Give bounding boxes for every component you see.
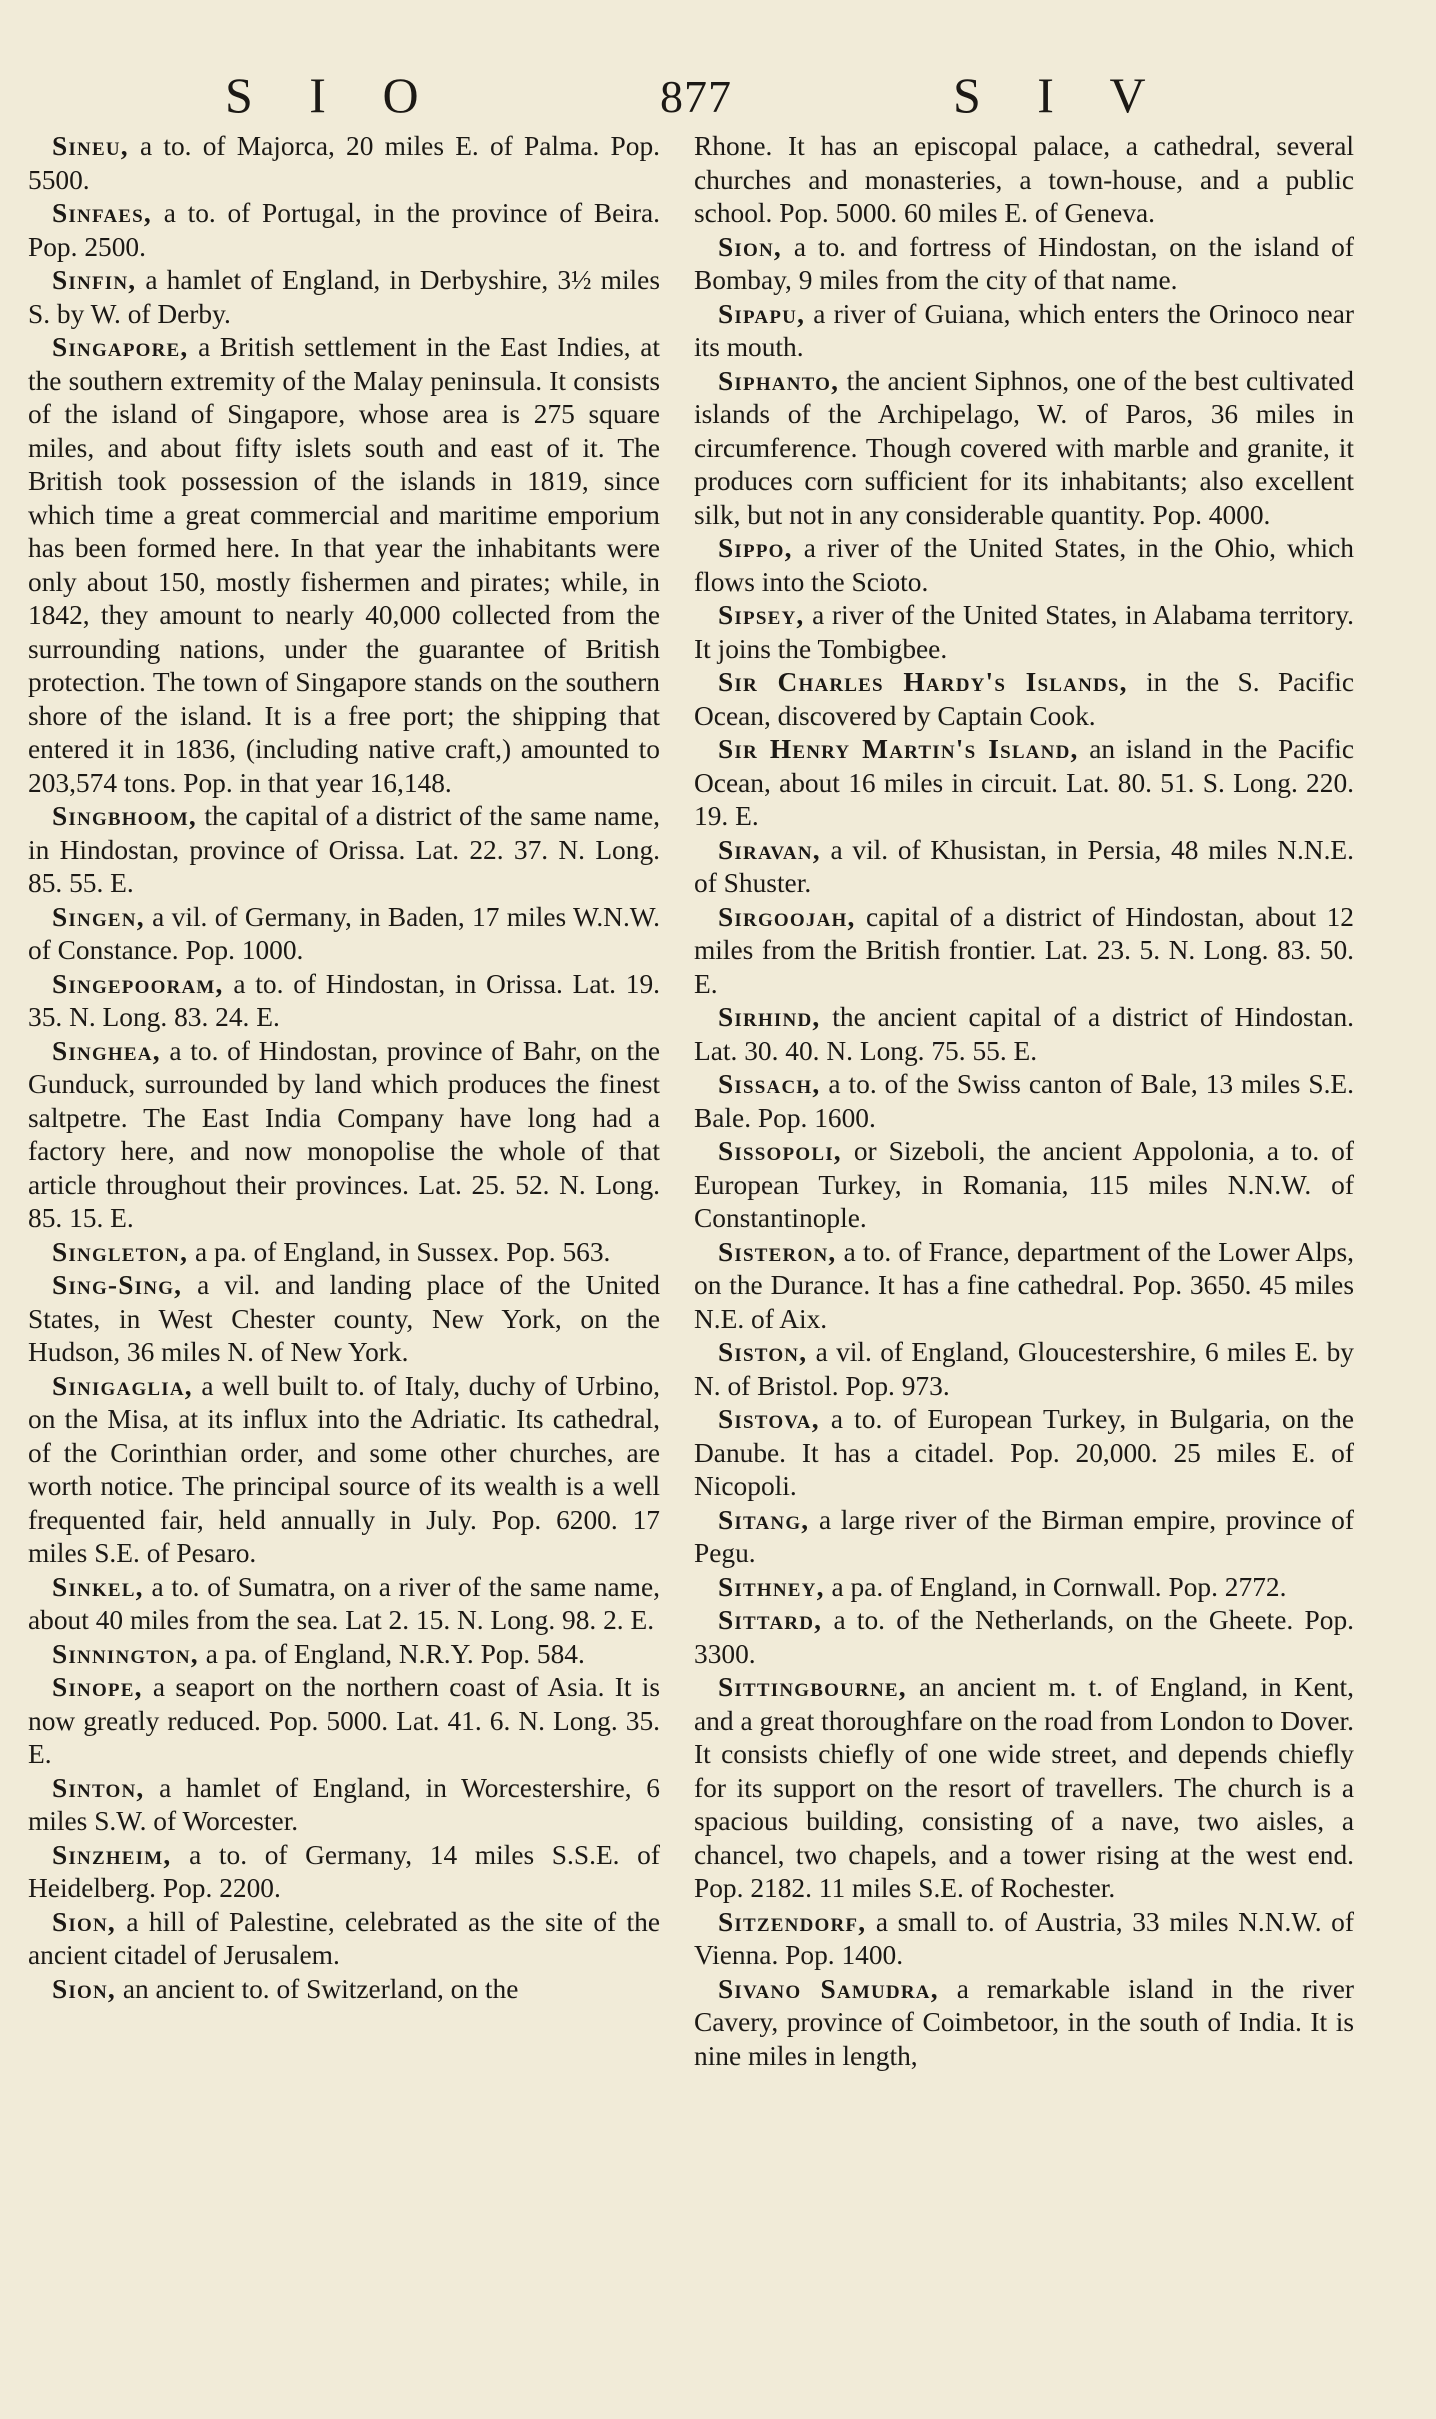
- entry-headword: Sing-Sing,: [52, 1270, 183, 1300]
- gazetteer-entry: [28, 1370, 660, 1571]
- gazetteer-entry: [28, 331, 660, 800]
- gazetteer-entry: [694, 1671, 1354, 1906]
- entry-text: the ancient Siphnos, one of the best cultivated islands of the Archipelago, W. of Paros, 36 miles in circumference. Though covered with marble and granite, it produces corn sufficient for its inhabitants; also excellent silk, but not in any considerable quantity. Pop. 4000.: [694, 365, 1354, 530]
- entry-text: a seaport on the northern coast of Asia. It is now greatly reduced. Pop. 5000. Lat. 41. 6. N. Long. 35. E.: [28, 1672, 660, 1769]
- gazetteer-entry: [28, 130, 660, 197]
- entry-headword: Sissopoli,: [718, 1136, 842, 1166]
- entry-headword: Sitang,: [718, 1504, 810, 1535]
- gazetteer-entry: [694, 1236, 1354, 1337]
- entry-headword: Sinton,: [52, 1772, 145, 1803]
- left-column: [28, 130, 660, 2006]
- entry-text: a to. of Germany, 14 miles S.S.E. of Heidelberg. Pop. 2200.: [28, 1839, 660, 1903]
- entry-headword: Sippo,: [718, 533, 793, 563]
- entry-text: a pa. of England, in Cornwall. Pop. 2772.: [824, 1571, 1287, 1602]
- entry-text: a to. of European Turkey, in Bulgaria, on the Danube. It has a citadel. Pop. 20,000. 25 miles E. of Nicopoli.: [694, 1404, 1354, 1501]
- entry-headword: Sitzendorf,: [718, 1906, 867, 1937]
- gazetteer-entry: [28, 1772, 660, 1839]
- entry-headword: Singepooram,: [52, 968, 224, 999]
- entry-headword: Sittingbourne,: [718, 1672, 907, 1702]
- gazetteer-entry: [694, 1604, 1354, 1671]
- entry-text: a well built to. of Italy, duchy of Urbino, on the Misa, at its influx into the Adriatic. Its cathedral, of the Corinthian order, and some other churches, are worth notice. The principal source of its wealth is a well frequented fair, held annually in July. Pop. 6200. 17 miles S.E. of Pesaro.: [28, 1370, 660, 1568]
- gazetteer-entry: [694, 1571, 1354, 1605]
- entry-headword: Sissach,: [718, 1069, 821, 1099]
- entry-headword: Sion,: [52, 1973, 116, 2004]
- entry-text: a hamlet of England, in Derbyshire, 3½ miles S. by W. of Derby.: [28, 265, 660, 329]
- entry-headword: Sinfaes,: [52, 198, 152, 228]
- entry-text: a remarkable island in the river Cavery, province of Coimbetoor, in the south of India. It is nine miles in length,: [694, 1973, 1354, 2071]
- entry-headword: Sinfin,: [52, 265, 137, 295]
- entry-text: a to. of the Swiss canton of Bale, 13 miles S.E. Bale. Pop. 1600.: [694, 1069, 1354, 1133]
- gazetteer-entry: [28, 1571, 660, 1638]
- gazetteer-entry: [28, 1973, 660, 2007]
- entry-text: a river of the United States, in Alabama territory. It joins the Tombigbee.: [694, 600, 1354, 664]
- entry-headword: Sinzheim,: [52, 1839, 172, 1870]
- entry-text: in the S. Pacific Ocean, discovered by Captain Cook.: [694, 667, 1354, 731]
- entry-headword: Sisteron,: [718, 1236, 837, 1267]
- gazetteer-entry: [28, 1035, 660, 1236]
- entry-headword: Sinigaglia,: [52, 1370, 193, 1401]
- entry-text: a vil. of Germany, in Baden, 17 miles W.N.W. of Constance. Pop. 1000.: [28, 901, 660, 965]
- entry-headword: Singbhoom,: [52, 801, 197, 831]
- entry-headword: Sinope,: [52, 1672, 143, 1702]
- right-column: [694, 130, 1354, 2073]
- entry-text: a river of Guiana, which enters the Orinoco near its mouth.: [694, 298, 1354, 362]
- gazetteer-entry: [28, 1839, 660, 1906]
- entry-headword: Singleton,: [52, 1236, 189, 1267]
- gazetteer-entry: [694, 365, 1354, 533]
- gazetteer-entry: [694, 1504, 1354, 1571]
- gazetteer-entry: [28, 197, 660, 264]
- entry-headword: Sinnington,: [52, 1638, 199, 1669]
- entry-headword: Siphanto,: [718, 365, 840, 396]
- gazetteer-entry: [694, 1068, 1354, 1135]
- gazetteer-entry: [28, 1906, 660, 1973]
- entry-text: the capital of a district of the same name, in Hindostan, province of Orissa. Lat. 22. 37. N. Long. 85. 55. E.: [28, 801, 660, 898]
- entry-text: a to. of the Netherlands, on the Gheete. Pop. 3300.: [694, 1605, 1354, 1669]
- entry-text: a large river of the Birman empire, province of Pegu.: [694, 1504, 1354, 1568]
- gazetteer-entry: [694, 231, 1354, 298]
- entry-text: Rhone. It has an episcopal palace, a cathedral, several churches and monasteries, a town-house, and a public school. Pop. 5000. 60 miles E. of Geneva.: [694, 131, 1354, 228]
- entry-text: an ancient m. t. of England, in Kent, and a great thoroughfare on the road from London to Dover. It consists chiefly of one wide street, and depends chiefly for its support on the resort of travellers. The church is a spacious building, consisting of a nave, two aisles, a chancel, two chapels, and a tower rising at the west end. Pop. 2182. 11 miles S.E. of Rochester.: [694, 1672, 1354, 1903]
- gazetteer-entry: [694, 298, 1354, 365]
- gazetteer-entry: [694, 1403, 1354, 1504]
- entry-headword: Sion,: [52, 1906, 116, 1937]
- entry-text: a to. of Portugal, in the province of Beira. Pop. 2500.: [28, 198, 660, 262]
- entry-headword: Sistova,: [718, 1404, 820, 1434]
- gazetteer-entry: [28, 901, 660, 968]
- entry-headword: Singapore,: [52, 332, 189, 362]
- entry-text: a hill of Palestine, celebrated as the site of the ancient citadel of Jerusalem.: [28, 1906, 660, 1970]
- gazetteer-entry: [694, 1906, 1354, 1973]
- gazetteer-entry: [694, 733, 1354, 834]
- gazetteer-entry: [28, 1671, 660, 1772]
- entry-text: a vil. of Khusistan, in Persia, 48 miles N.N.E. of Shuster.: [694, 834, 1354, 898]
- entry-headword: Sir Charles Hardy's Islands,: [718, 667, 1128, 697]
- gazetteer-entry: [694, 901, 1354, 1002]
- entry-text: a to. of France, department of the Lower Alps, on the Durance. It has a fine cathedral. Pop. 3650. 45 miles N.E. of Aix.: [694, 1236, 1354, 1334]
- running-head-left: S I O: [225, 67, 441, 123]
- entry-headword: Sivano Samudra,: [718, 1973, 939, 2004]
- entry-text: a pa. of England, in Sussex. Pop. 563.: [188, 1236, 611, 1267]
- entry-text: a to. of Sumatra, on a river of the same name, about 40 miles from the sea. Lat 2. 15. N. Long. 98. 2. E.: [28, 1571, 660, 1635]
- gazetteer-entry: [28, 1638, 660, 1672]
- gazetteer-entry: [28, 264, 660, 331]
- entry-text: a to. of Hindostan, province of Bahr, on the Gunduck, surrounded by land which produces the finest saltpetre. The East India Company have long had a factory here, and now monopolise the whole of that article throughout their provinces. Lat. 25. 52. N. Long. 85. 15. E.: [28, 1035, 660, 1233]
- entry-headword: Sipapu,: [718, 298, 806, 329]
- gazetteer-entry: [28, 968, 660, 1035]
- gazetteer-entry: [694, 130, 1354, 231]
- gazetteer-entry: [28, 1269, 660, 1370]
- page-number: 877: [660, 71, 732, 122]
- gazetteer-entry: [28, 1236, 660, 1270]
- entry-text: a vil. and landing place of the United States, in West Chester county, New York, on the Hudson, 36 miles N. of New York.: [28, 1270, 660, 1367]
- gazetteer-entry: [694, 834, 1354, 901]
- entry-text: a pa. of England, N.R.Y. Pop. 584.: [198, 1638, 585, 1669]
- gazetteer-entry: [694, 1135, 1354, 1236]
- gazetteer-entry: [694, 666, 1354, 733]
- entry-text: a British settlement in the East Indies, at the southern extremity of the Malay peninsula. It consists of the island of Singapore, whose area is 275 square miles, and about fifty islets south and east of it. The British took possession of the islands in 1819, since which time a great commercial and maritime emporium has been formed here. In that year the inhabitants were only about 150, mostly fishermen and pirates; while, in 1842, they amount to nearly 40,000 collected from the surrounding nations, under the guarantee of British protection. The town of Singapore stands on the southern shore of the island. It is a free port; the shipping that entered it in 1836, (including native craft,) amounted to 203,574 tons. Pop. in that year 16,148.: [28, 332, 660, 798]
- entry-headword: Singhea,: [52, 1035, 161, 1066]
- entry-text: a river of the United States, in the Ohio, which flows into the Scioto.: [694, 533, 1354, 597]
- gazetteer-entry: [28, 800, 660, 901]
- entry-headword: Sithney,: [718, 1571, 825, 1602]
- entry-headword: Siravan,: [718, 834, 821, 865]
- entry-text: the ancient capital of a district of Hindostan. Lat. 30. 40. N. Long. 75. 55. E.: [694, 1002, 1354, 1066]
- entry-text: an island in the Pacific Ocean, about 16 miles in circuit. Lat. 80. 51. S. Long. 220. 19. E.: [694, 734, 1354, 831]
- entry-headword: Sir Henry Martin's Island,: [718, 734, 1079, 764]
- entry-headword: Singen,: [52, 901, 145, 932]
- entry-text: a vil. of England, Gloucestershire, 6 miles E. by N. of Bristol. Pop. 973.: [694, 1337, 1354, 1401]
- entry-headword: Sirgoojah,: [718, 901, 856, 932]
- entry-text: a hamlet of England, in Worcestershire, 6 miles S.W. of Worcester.: [28, 1772, 660, 1836]
- entry-headword: Siston,: [718, 1337, 808, 1367]
- entry-headword: Sipsey,: [718, 600, 805, 630]
- gazetteer-entry: [694, 532, 1354, 599]
- entry-headword: Sirhind,: [718, 1002, 821, 1032]
- entry-text: a to. and fortress of Hindostan, on the island of Bombay, 9 miles from the city of that name.: [694, 231, 1354, 295]
- entry-headword: Sinkel,: [52, 1571, 144, 1602]
- entry-text: an ancient to. of Switzerland, on the: [115, 1973, 519, 2004]
- gazetteer-entry: [694, 1973, 1354, 2074]
- gazetteer-entry: [694, 1001, 1354, 1068]
- gazetteer-entry: [694, 599, 1354, 666]
- entry-headword: Sineu,: [52, 131, 129, 161]
- entry-headword: Sion,: [718, 231, 782, 262]
- entry-text: a small to. of Austria, 33 miles N.N.W. of Vienna. Pop. 1400.: [694, 1906, 1354, 1970]
- entry-text: a to. of Majorca, 20 miles E. of Palma. Pop. 5500.: [28, 131, 660, 195]
- running-head-right: S I V: [953, 67, 1168, 123]
- gazetteer-entry: [694, 1336, 1354, 1403]
- entry-headword: Sittard,: [718, 1605, 823, 1635]
- entry-text: capital of a district of Hindostan, about 12 miles from the British frontier. Lat. 23. 5. N. Long. 83. 50. E.: [694, 901, 1354, 999]
- entry-text: a to. of Hindostan, in Orissa. Lat. 19. 35. N. Long. 83. 24. E.: [28, 968, 660, 1032]
- entry-text: or Sizeboli, the ancient Appolonia, a to. of European Turkey, in Romania, 115 miles N.N.W. of Constantinople.: [694, 1136, 1354, 1233]
